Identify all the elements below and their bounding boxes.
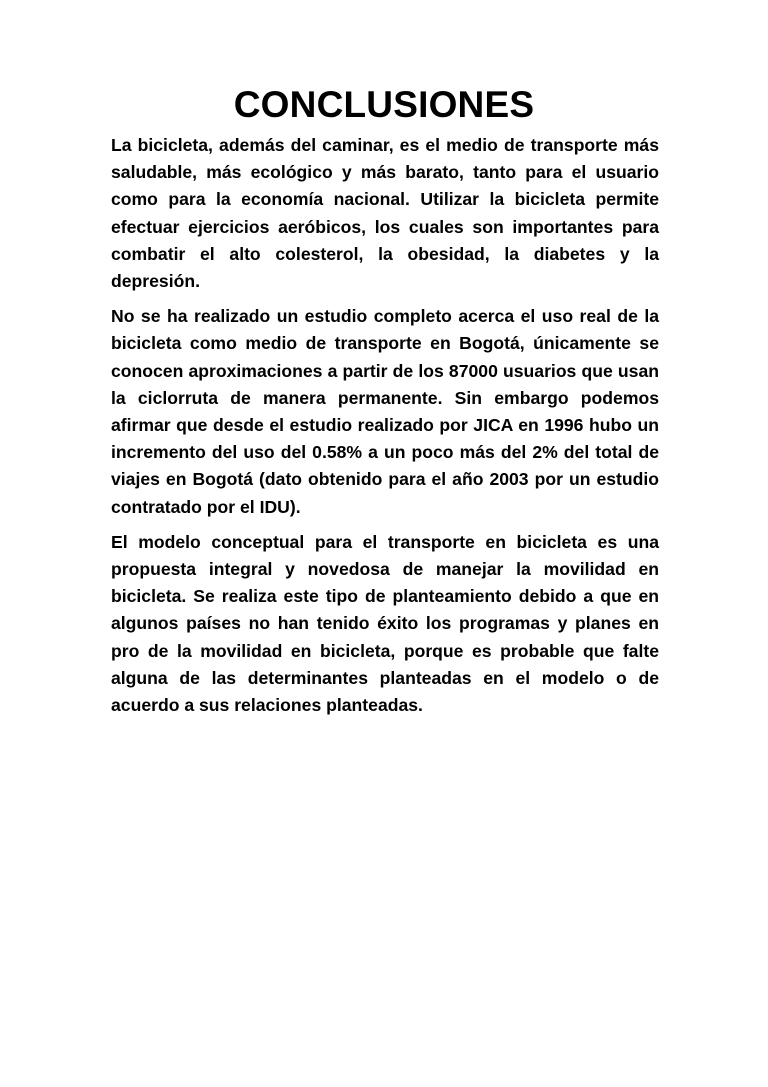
page-title: CONCLUSIONES (233, 83, 535, 125)
paragraph-1: La bicicleta, además del caminar, es el medio de transporte más saludable, más ecológico y más barato, tanto para el usuario como para la economía nacional. Utilizar la bicicleta permite efectuar ejercicios aeróbicos, los cuales son importantes para combatir el alto colesterol, la obesidad, la diabetes y la depresión. (111, 135, 659, 292)
paragraph-3: El modelo conceptual para el transporte en bicicleta es una propuesta integral y novedosa de manejar la movilidad en bicicleta. Se realiza este tipo de planteamiento debido a que en algunos países no han tenido éxito los programas y planes en pro de la movilidad en bicicleta, porque es probable que falte alguna de las determinantes planteadas en el modelo o de acuerdo a sus relaciones planteadas. (111, 531, 659, 716)
document-body (111, 132, 659, 727)
paragraph-2: No se ha realizado un estudio completo acerca el uso real de la bicicleta como medio de transporte en Bogotá, únicamente se conocen aproximaciones a partir de los 87000 usuarios que usan la ciclorruta de manera permanente. Sin embargo podemos afirmar que desde el estudio realizado por JICA en 1996 hubo un incremento del uso del 0.58% a un poco más del 2% del total de viajes en Bogotá (dato obtenido para el año 2003 por un estudio contratado por el IDU). (111, 306, 659, 517)
